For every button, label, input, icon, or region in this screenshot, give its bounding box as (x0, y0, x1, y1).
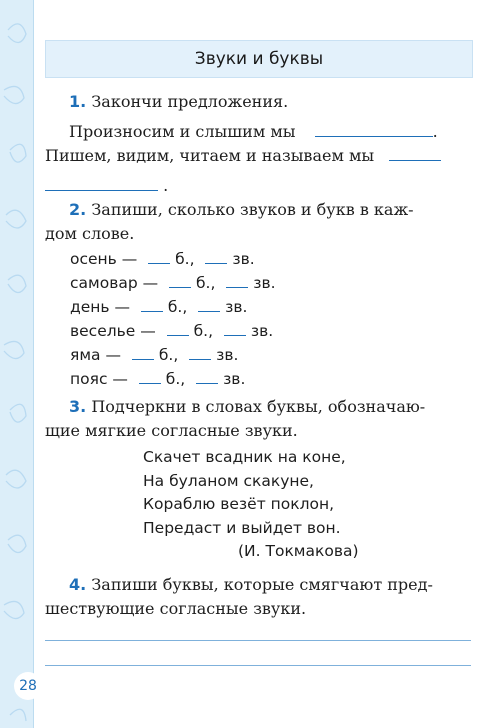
task-1-line-2-text: Пишем, видим, читаем и называем мы (45, 146, 375, 165)
word-row (70, 247, 370, 271)
word-row (70, 271, 370, 295)
task-2-heading-text-2: дом слове. (45, 224, 135, 243)
swirl-pattern (0, 0, 33, 728)
letters-label: б., (175, 250, 195, 268)
task-1-line-2 (45, 144, 475, 168)
answer-blank-3[interactable] (45, 175, 158, 191)
word: пояс — (70, 370, 128, 388)
poem (143, 446, 443, 564)
task-2 (45, 198, 475, 246)
word-row (70, 319, 370, 343)
word: день — (70, 298, 130, 316)
task-4-heading (45, 573, 475, 597)
task-3-heading-text-2: щие мягкие согласные звуки. (45, 421, 298, 440)
word: яма — (70, 346, 121, 364)
answer-line-2[interactable] (45, 665, 471, 666)
task-1-heading-text: Закончи предложения. (91, 92, 289, 111)
word-row (70, 343, 370, 367)
task-3-heading (45, 395, 475, 419)
page-title-text: Звуки и буквы (194, 49, 324, 69)
task-1-line-1-text: Произносим и слышим мы (69, 122, 296, 141)
word: самовар — (70, 274, 159, 292)
sounds-label: зв. (232, 250, 255, 268)
letters-blank[interactable] (132, 345, 154, 360)
letters-blank[interactable] (169, 273, 191, 288)
sounds-label: зв. (223, 370, 246, 388)
letters-label: б., (195, 274, 216, 292)
answer-blank-2[interactable] (389, 145, 441, 161)
word-row (70, 367, 370, 391)
task-3-number: 3. (69, 397, 87, 416)
task-1-line-3 (45, 174, 475, 198)
sounds-blank[interactable] (198, 297, 220, 312)
sounds-label: зв. (253, 274, 276, 292)
poem-author: (И. Токмакова) (238, 542, 359, 560)
task-4-heading-text-1: Запиши буквы, которые смягчают пред- (91, 575, 433, 594)
letters-blank[interactable] (139, 369, 161, 384)
task-3 (45, 395, 475, 443)
task-4-heading-text-2: шествующие согласные звуки. (45, 599, 307, 618)
letters-label: б., (165, 370, 186, 388)
letters-blank[interactable] (167, 321, 189, 336)
page-title (45, 40, 473, 78)
task-3-heading-text-1: Подчеркни в словах буквы, обозначаю- (91, 397, 426, 416)
answer-blank-1[interactable] (315, 121, 433, 137)
task-1-line-3-end: . (163, 176, 169, 195)
sounds-blank[interactable] (226, 273, 248, 288)
sounds-blank[interactable] (224, 321, 246, 336)
task-1-heading (45, 90, 475, 114)
task-1-line-1 (45, 120, 475, 144)
task-2-heading-text-1: Запиши, сколько звуков и букв в каж- (91, 200, 414, 219)
word: осень — (70, 250, 138, 268)
page-number-text: 28 (19, 678, 37, 694)
sounds-label: зв. (250, 322, 274, 340)
letters-blank[interactable] (148, 249, 170, 264)
sounds-blank[interactable] (205, 249, 227, 264)
task-1 (45, 90, 475, 198)
task-4 (45, 573, 475, 621)
letters-label: б., (193, 322, 214, 340)
task-1-number: 1. (69, 92, 87, 111)
sounds-label: зв. (216, 346, 239, 364)
answer-line-1[interactable] (45, 640, 471, 641)
poem-line[interactable]: Скачет всадник на коне, (143, 448, 346, 466)
letters-label: б., (167, 298, 188, 316)
task-2-number: 2. (69, 200, 87, 219)
word-row (70, 295, 370, 319)
task-4-number: 4. (69, 575, 87, 594)
letters-blank[interactable] (141, 297, 163, 312)
poem-line[interactable]: Кораблю везёт поклон, (143, 495, 335, 513)
word: веселье — (70, 322, 156, 340)
task-2-heading (45, 198, 475, 222)
sounds-blank[interactable] (189, 345, 211, 360)
poem-line[interactable]: На буланом скакуне, (143, 471, 314, 490)
task-1-line-1-end: . (432, 122, 438, 141)
poem-line[interactable]: Передаст и выйдет вон. (143, 518, 341, 537)
page-number (14, 672, 42, 700)
sounds-blank[interactable] (196, 369, 218, 384)
letters-label: б., (158, 346, 179, 364)
decorative-margin (0, 0, 34, 728)
word-list (70, 247, 370, 391)
sounds-label: зв. (225, 298, 248, 316)
